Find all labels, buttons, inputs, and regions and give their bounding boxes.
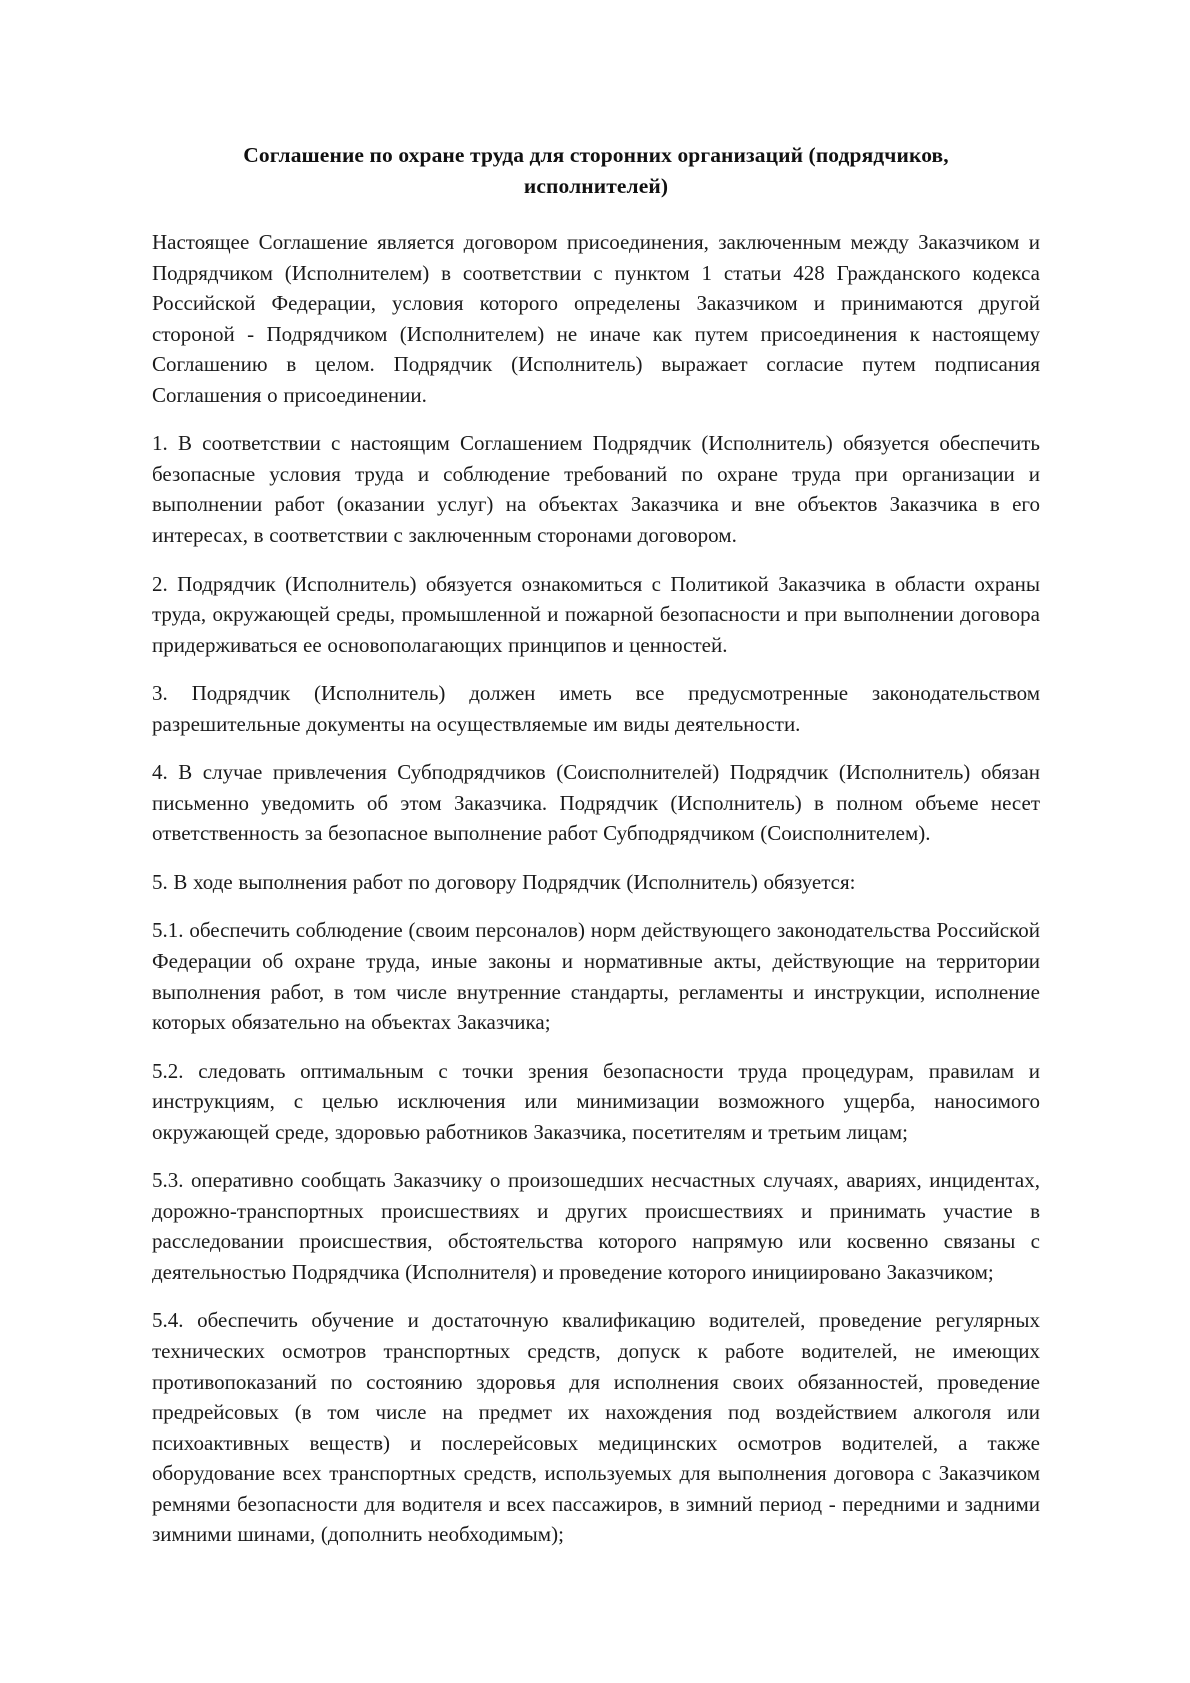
paragraph-clause-2: 2. Подрядчик (Исполнитель) обязуется ознакомиться с Политикой Заказчика в области охраны труда, окружающей среды, промышленной и пожарной безопасности и при выполнении договора придерживаться ее основополагающих принципов и ценностей. — [152, 571, 1040, 657]
paragraph-clause-5-2: 5.2. следовать оптимальным с точки зрения безопасности труда процедурам, правилам и инструкциям, с целью исключения или минимизации возможного ущерба, наносимого окружающей среде, здоровью работников Заказчика, посетителям и третьим лицам; — [152, 1058, 1040, 1144]
paragraph-clause-3: 3. Подрядчик (Исполнитель) должен иметь все предусмотренные законодательством разрешительные документы на осуществляемые им виды деятельности. — [152, 681, 1040, 736]
document-body — [152, 140, 1040, 1550]
paragraph-intro: Настоящее Соглашение является договором присоединения, заключенным между Заказчиком и Подрядчиком (Исполнителем) в соответствии с пунктом 1 статьи 428 Гражданского кодекса Российской Федерации, условия которого определены Заказчиком и принимаются другой стороной - Подрядчиком (Исполнителем) не иначе как путем присоединения к настоящему Соглашению в целом. Подрядчик (Исполнитель) выражает согласие путем подписания Соглашения о присоединении. — [152, 230, 1040, 407]
paragraph-clause-1: 1. В соответствии с настоящим Соглашением Подрядчик (Исполнитель) обязуется обеспечить безопасные условия труда и соблюдение требований по охране труда при организации и выполнении работ (оказании услуг) на объектах Заказчика и вне объектов Заказчика в его интересах, в соответствии с заключенным сторонами договором. — [152, 431, 1040, 547]
paragraph-clause-5-1: 5.1. обеспечить соблюдение (своим персоналов) норм действующего законодательства Российской Федерации об охране труда, иные законы и нормативные акты, действующие на территории выполнения работ, в том числе внутренние стандарты, регламенты и инструкции, исполнение которых обязательно на объектах Заказчика; — [152, 918, 1040, 1035]
paragraph-clause-5-4: 5.4. обеспечить обучение и достаточную квалификацию водителей, проведение регулярных технических осмотров транспортных средств, допуск к работе водителей, не имеющих противопоказаний по состоянию здоровья для исполнения своих обязанностей, проведение предрейсовых (в том числе на предмет их нахождения под воздействием алкоголя или психоактивных веществ) и послерейсовых медицинских осмотров водителей, а также оборудование всех транспортных средств, используемых для выполнения договора с Заказчиком ремнями безопасности для водителя и всех пассажиров, в зимний период - передними и задними зимними шинами, (дополнить необходимым); — [152, 1308, 1040, 1547]
paragraph-clause-5-3: 5.3. оперативно сообщать Заказчику о произошедших несчастных случаях, авариях, инцидентах, дорожно-транспортных происшествиях и других происшествиях и принимать участие в расследовании происшествия, обстоятельства которого напрямую или косвенно связаны с деятельностью Подрядчика (Исполнителя) и проведение которого инициировано Заказчиком; — [152, 1168, 1040, 1284]
paragraph-clause-5: 5. В ходе выполнения работ по договору Подрядчик (Исполнитель) обязуется: — [152, 869, 856, 894]
paragraph-clause-4: 4. В случае привлечения Субподрядчиков (Соисполнителей) Подрядчик (Исполнитель) обязан письменно уведомить об этом Заказчика. Подрядчик (Исполнитель) в полном объеме несет ответственность за безопасное выполнение работ Субподрядчиком (Соисполнителем). — [152, 760, 1040, 846]
page-title: Соглашение по охране труда для сторонних организаций (подрядчиков, исполнителей) — [243, 143, 949, 198]
